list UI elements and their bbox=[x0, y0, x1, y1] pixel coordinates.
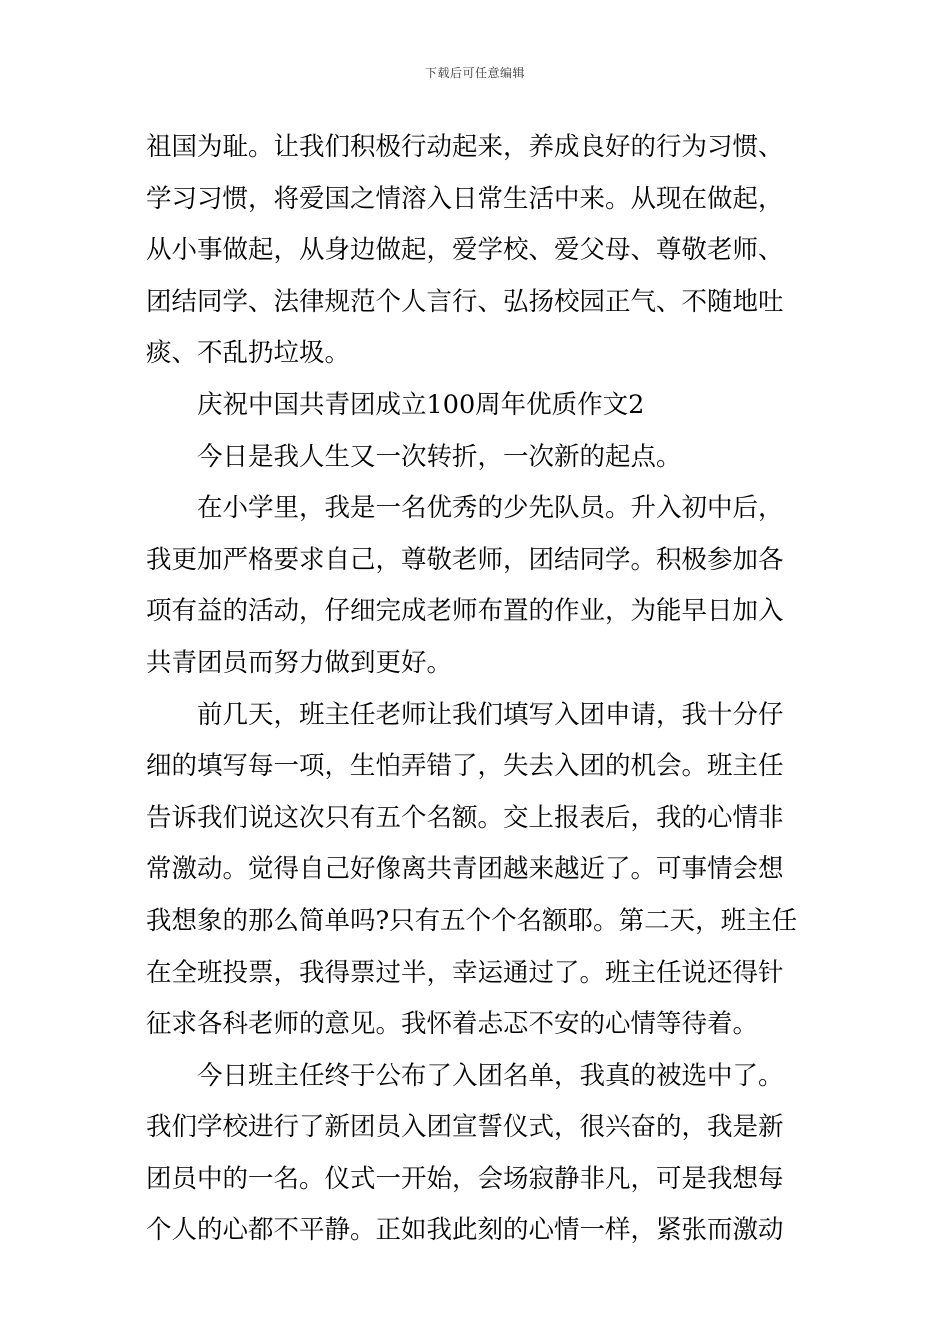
text-line: 祖国为耻。让我们积极行动起来，养成良好的行为习惯、 bbox=[146, 132, 784, 162]
text-line: 今日是我人生又一次转折，一次新的起点。 bbox=[197, 441, 682, 472]
text-line: 在全班投票，我得票过半，幸运通过了。班主任说还得针 bbox=[146, 957, 784, 988]
text-line: 个人的心都不平静。正如我此刻的心情一样，紧张而激动 bbox=[146, 1215, 784, 1246]
text-line: 前几天，班主任老师让我们填写入团申请，我十分仔 bbox=[197, 699, 784, 730]
text-line: 共青团员而努力做到更好。 bbox=[146, 647, 453, 678]
text-line: 告诉我们说这次只有五个名额。交上报表后，我的心情非 bbox=[146, 802, 784, 833]
document-body bbox=[146, 122, 808, 1257]
text-line: 从小事做起，从身边做起，爱学校、爱父母、尊敬老师、 bbox=[146, 235, 784, 266]
text-line: 痰、不乱扔垃圾。 bbox=[146, 338, 351, 369]
text-line: 团结同学、法律规范个人言行、弘扬校园正气、不随地吐 bbox=[146, 286, 784, 317]
page-header: 下载后可任意编辑 bbox=[424, 66, 525, 80]
text-line: 常激动。觉得自己好像离共青团越来越近了。可事情会想 bbox=[146, 854, 784, 885]
text-line: 项有益的活动，仔细完成老师布置的作业，为能早日加入 bbox=[146, 596, 784, 627]
text-line: 我们学校进行了新团员入团宣誓仪式，很兴奋的，我是新 bbox=[146, 1112, 784, 1143]
text-line: 征求各科老师的意见。我怀着忐忑不安的心情等待着。 bbox=[146, 1009, 759, 1040]
section-heading: 庆祝中国共青团成立100周年优质作文2 bbox=[197, 389, 645, 420]
text-line: 我更加严格要求自己，尊敬老师，团结同学。积极参加各 bbox=[146, 544, 784, 575]
text-line: 细的填写每一项，生怕弄错了，失去入团的机会。班主任 bbox=[146, 751, 784, 782]
text-line: 学习习惯，将爱国之情溶入日常生活中来。从现在做起， bbox=[146, 183, 784, 214]
text-line: 在小学里，我是一名优秀的少先队员。升入初中后， bbox=[197, 493, 784, 524]
text-line: 团员中的一名。仪式一开始，会场寂静非凡，可是我想每 bbox=[146, 1163, 784, 1194]
text-line: 我想象的那么简单吗?只有五个个名额耶。第二天，班主任 bbox=[146, 905, 798, 936]
text-line: 今日班主任终于公布了入团名单，我真的被选中了。 bbox=[197, 1060, 784, 1091]
